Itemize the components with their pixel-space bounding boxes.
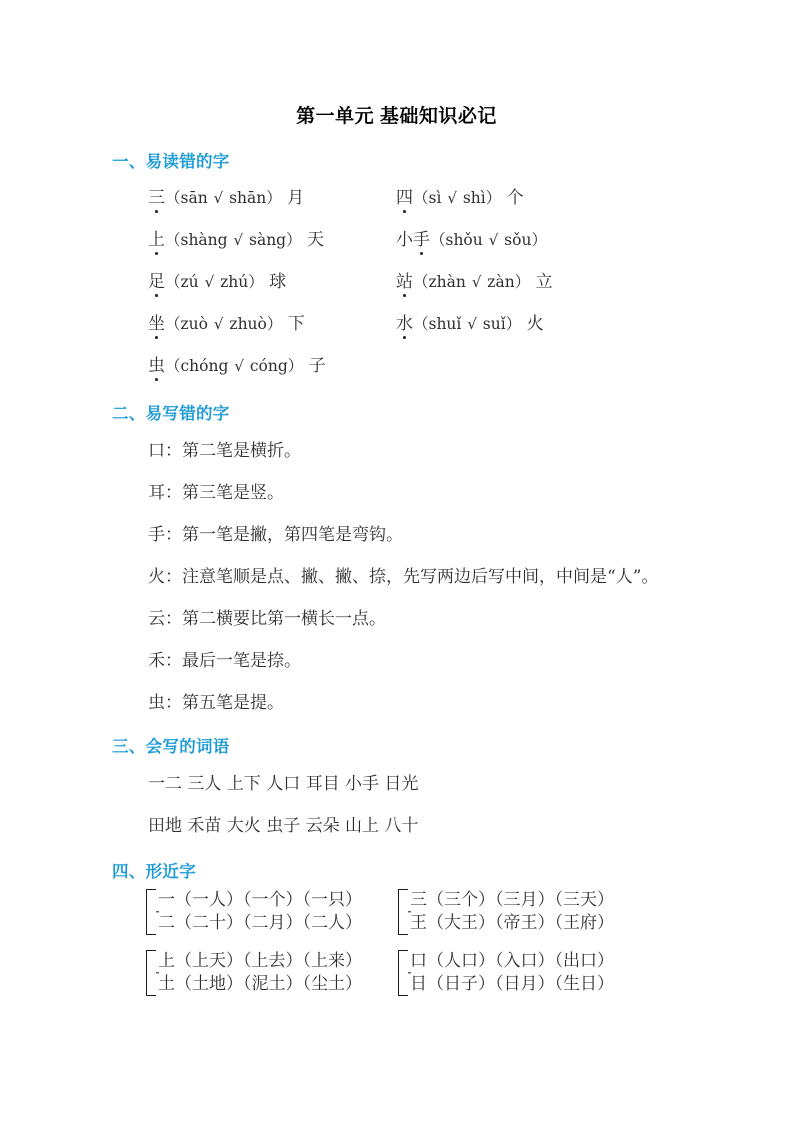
row-word: （土地） (175, 974, 243, 994)
checkmark-icon: √ (488, 231, 499, 249)
pinyin-entry-4 (148, 274, 286, 291)
stroke-note-4: 云：第二横要比第一横长一点。 (148, 609, 386, 629)
row-word: （入口） (495, 951, 555, 971)
row-word: （二月） (243, 913, 303, 933)
pinyin-options: （sān (165, 189, 213, 207)
similar-char-row (410, 889, 614, 912)
pinyin-entry-6 (148, 316, 305, 333)
row-word: （上天） (175, 951, 243, 971)
pinyin-wrong-option: sǒu） (499, 231, 547, 249)
stroke-note-2: 手：第一笔是撇，第四笔是弯钩。 (148, 525, 403, 545)
section-heading-4: 四、形近字 (112, 863, 196, 881)
pinyin-options: （sì (413, 189, 447, 207)
pinyin-wrong-option: sàng） (244, 231, 302, 249)
entry-suffix: 天 (301, 230, 325, 250)
section-heading-2: 二、易写错的字 (112, 405, 230, 423)
similar-char-group-2 (146, 950, 362, 996)
pinyin-wrong-option: zhú） (215, 273, 264, 291)
pinyin-options: （zú (165, 273, 204, 291)
pinyin-options: （zhàn (413, 273, 471, 291)
checkmark-icon: √ (471, 273, 482, 291)
entry-suffix: 球 (263, 272, 287, 292)
pinyin-entry-2 (148, 232, 324, 249)
stroke-note-6: 虫：第五笔是提。 (148, 693, 284, 713)
row-word: （二十） (175, 913, 243, 933)
stroke-note-3: 火：注意笔顺是点、撇、撇、捺，先写两边后写中间，中间是“人”。 (148, 567, 659, 587)
pinyin-entry-0 (148, 190, 304, 207)
row-word: （日月） (495, 974, 555, 994)
row-word: （一只） (302, 890, 362, 910)
row-head-char: 三 (410, 890, 427, 910)
entry-suffix: 月 (281, 188, 305, 208)
entry-suffix: 下 (282, 314, 305, 334)
row-head-char: 口 (410, 951, 427, 971)
emphasized-char: 水 (396, 314, 413, 334)
row-word: （生日） (554, 974, 614, 994)
pinyin-entry-5 (396, 274, 553, 291)
row-head-char: 日 (410, 974, 427, 994)
emphasized-char: 三 (148, 188, 165, 208)
emphasized-char: 手 (413, 230, 430, 250)
checkmark-icon: √ (213, 315, 224, 333)
row-word: （大王） (427, 913, 495, 933)
row-head-char: 王 (410, 913, 427, 933)
similar-char-row (158, 912, 362, 935)
row-head-char: 土 (158, 974, 175, 994)
row-head-char: 二 (158, 913, 175, 933)
row-word: （三月） (495, 890, 555, 910)
word-row-1: 田地 禾苗 大火 虫子 云朵 山上 八十 (148, 816, 419, 836)
pinyin-wrong-option: zàn） (482, 273, 531, 291)
pinyin-wrong-option: suǐ） (477, 315, 522, 333)
emphasized-char: 虫 (148, 356, 165, 376)
entry-suffix: 火 (521, 314, 544, 334)
checkmark-icon: √ (213, 189, 224, 207)
group-brace (146, 889, 156, 935)
similar-char-row (158, 973, 362, 996)
entry-suffix: 个 (501, 188, 524, 208)
row-word: （人口） (427, 951, 495, 971)
emphasized-char: 足 (148, 272, 165, 292)
brace-rows (158, 950, 362, 996)
emphasized-char: 站 (396, 272, 413, 292)
checkmark-icon: √ (233, 231, 244, 249)
row-word: （帝王） (495, 913, 555, 933)
entry-char: 小 (396, 230, 413, 250)
row-word: （日子） (427, 974, 495, 994)
similar-char-row (410, 950, 614, 973)
group-brace (398, 889, 408, 935)
similar-char-group-3 (398, 950, 614, 996)
row-word: （一人） (175, 890, 243, 910)
similar-char-row (410, 973, 614, 996)
pinyin-wrong-option: shì） (457, 189, 502, 207)
checkmark-icon: √ (447, 189, 457, 207)
similar-char-group-0 (146, 889, 362, 935)
row-word: （三个） (427, 890, 495, 910)
brace-rows (410, 950, 614, 996)
checkmark-icon: √ (467, 315, 477, 333)
group-brace (398, 950, 408, 996)
stroke-note-5: 禾：最后一笔是捺。 (148, 651, 301, 671)
section-heading-3: 三、会写的词语 (112, 738, 230, 756)
emphasized-char: 四 (396, 188, 413, 208)
pinyin-options: （chóng (165, 357, 234, 375)
similar-char-row (410, 912, 614, 935)
stroke-note-0: 口：第二笔是横折。 (148, 441, 301, 461)
word-row-0: 一二 三人 上下 人口 耳目 小手 日光 (148, 774, 419, 794)
pinyin-options: （shǒu (430, 231, 488, 249)
pinyin-entry-7 (396, 316, 544, 333)
pinyin-options: （shàng (165, 231, 233, 249)
similar-char-row (158, 889, 362, 912)
pinyin-options: （zuò (165, 315, 213, 333)
group-brace (146, 950, 156, 996)
row-word: （二人） (302, 913, 362, 933)
row-head-char: 上 (158, 951, 175, 971)
emphasized-char: 上 (148, 230, 165, 250)
emphasized-char: 坐 (148, 314, 165, 334)
row-head-char: 一 (158, 890, 175, 910)
row-word: （尘土） (302, 974, 362, 994)
row-word: （泥土） (243, 974, 303, 994)
page-title: 第一单元 基础知识必记 (296, 106, 497, 127)
checkmark-icon: √ (204, 273, 215, 291)
checkmark-icon: √ (234, 357, 244, 375)
similar-char-row (158, 950, 362, 973)
row-word: （出口） (554, 951, 614, 971)
section-heading-1: 一、易读错的字 (112, 153, 230, 171)
pinyin-wrong-option: shān） (224, 189, 282, 207)
row-word: （王府） (554, 913, 614, 933)
pinyin-wrong-option: zhuò） (224, 315, 283, 333)
similar-char-group-1 (398, 889, 614, 935)
pinyin-entry-1 (396, 190, 524, 207)
row-word: （一个） (243, 890, 303, 910)
entry-suffix: 立 (530, 272, 553, 292)
brace-rows (410, 889, 614, 935)
pinyin-options: （shuǐ (413, 315, 467, 333)
pinyin-entry-8 (148, 358, 326, 375)
brace-rows (158, 889, 362, 935)
entry-suffix: 子 (303, 356, 326, 376)
row-word: （上去） (243, 951, 303, 971)
pinyin-wrong-option: cóng） (244, 357, 304, 375)
pinyin-entry-3 (396, 232, 547, 249)
row-word: （三天） (554, 890, 614, 910)
stroke-note-1: 耳：第三笔是竖。 (148, 483, 284, 503)
row-word: （上来） (302, 951, 362, 971)
